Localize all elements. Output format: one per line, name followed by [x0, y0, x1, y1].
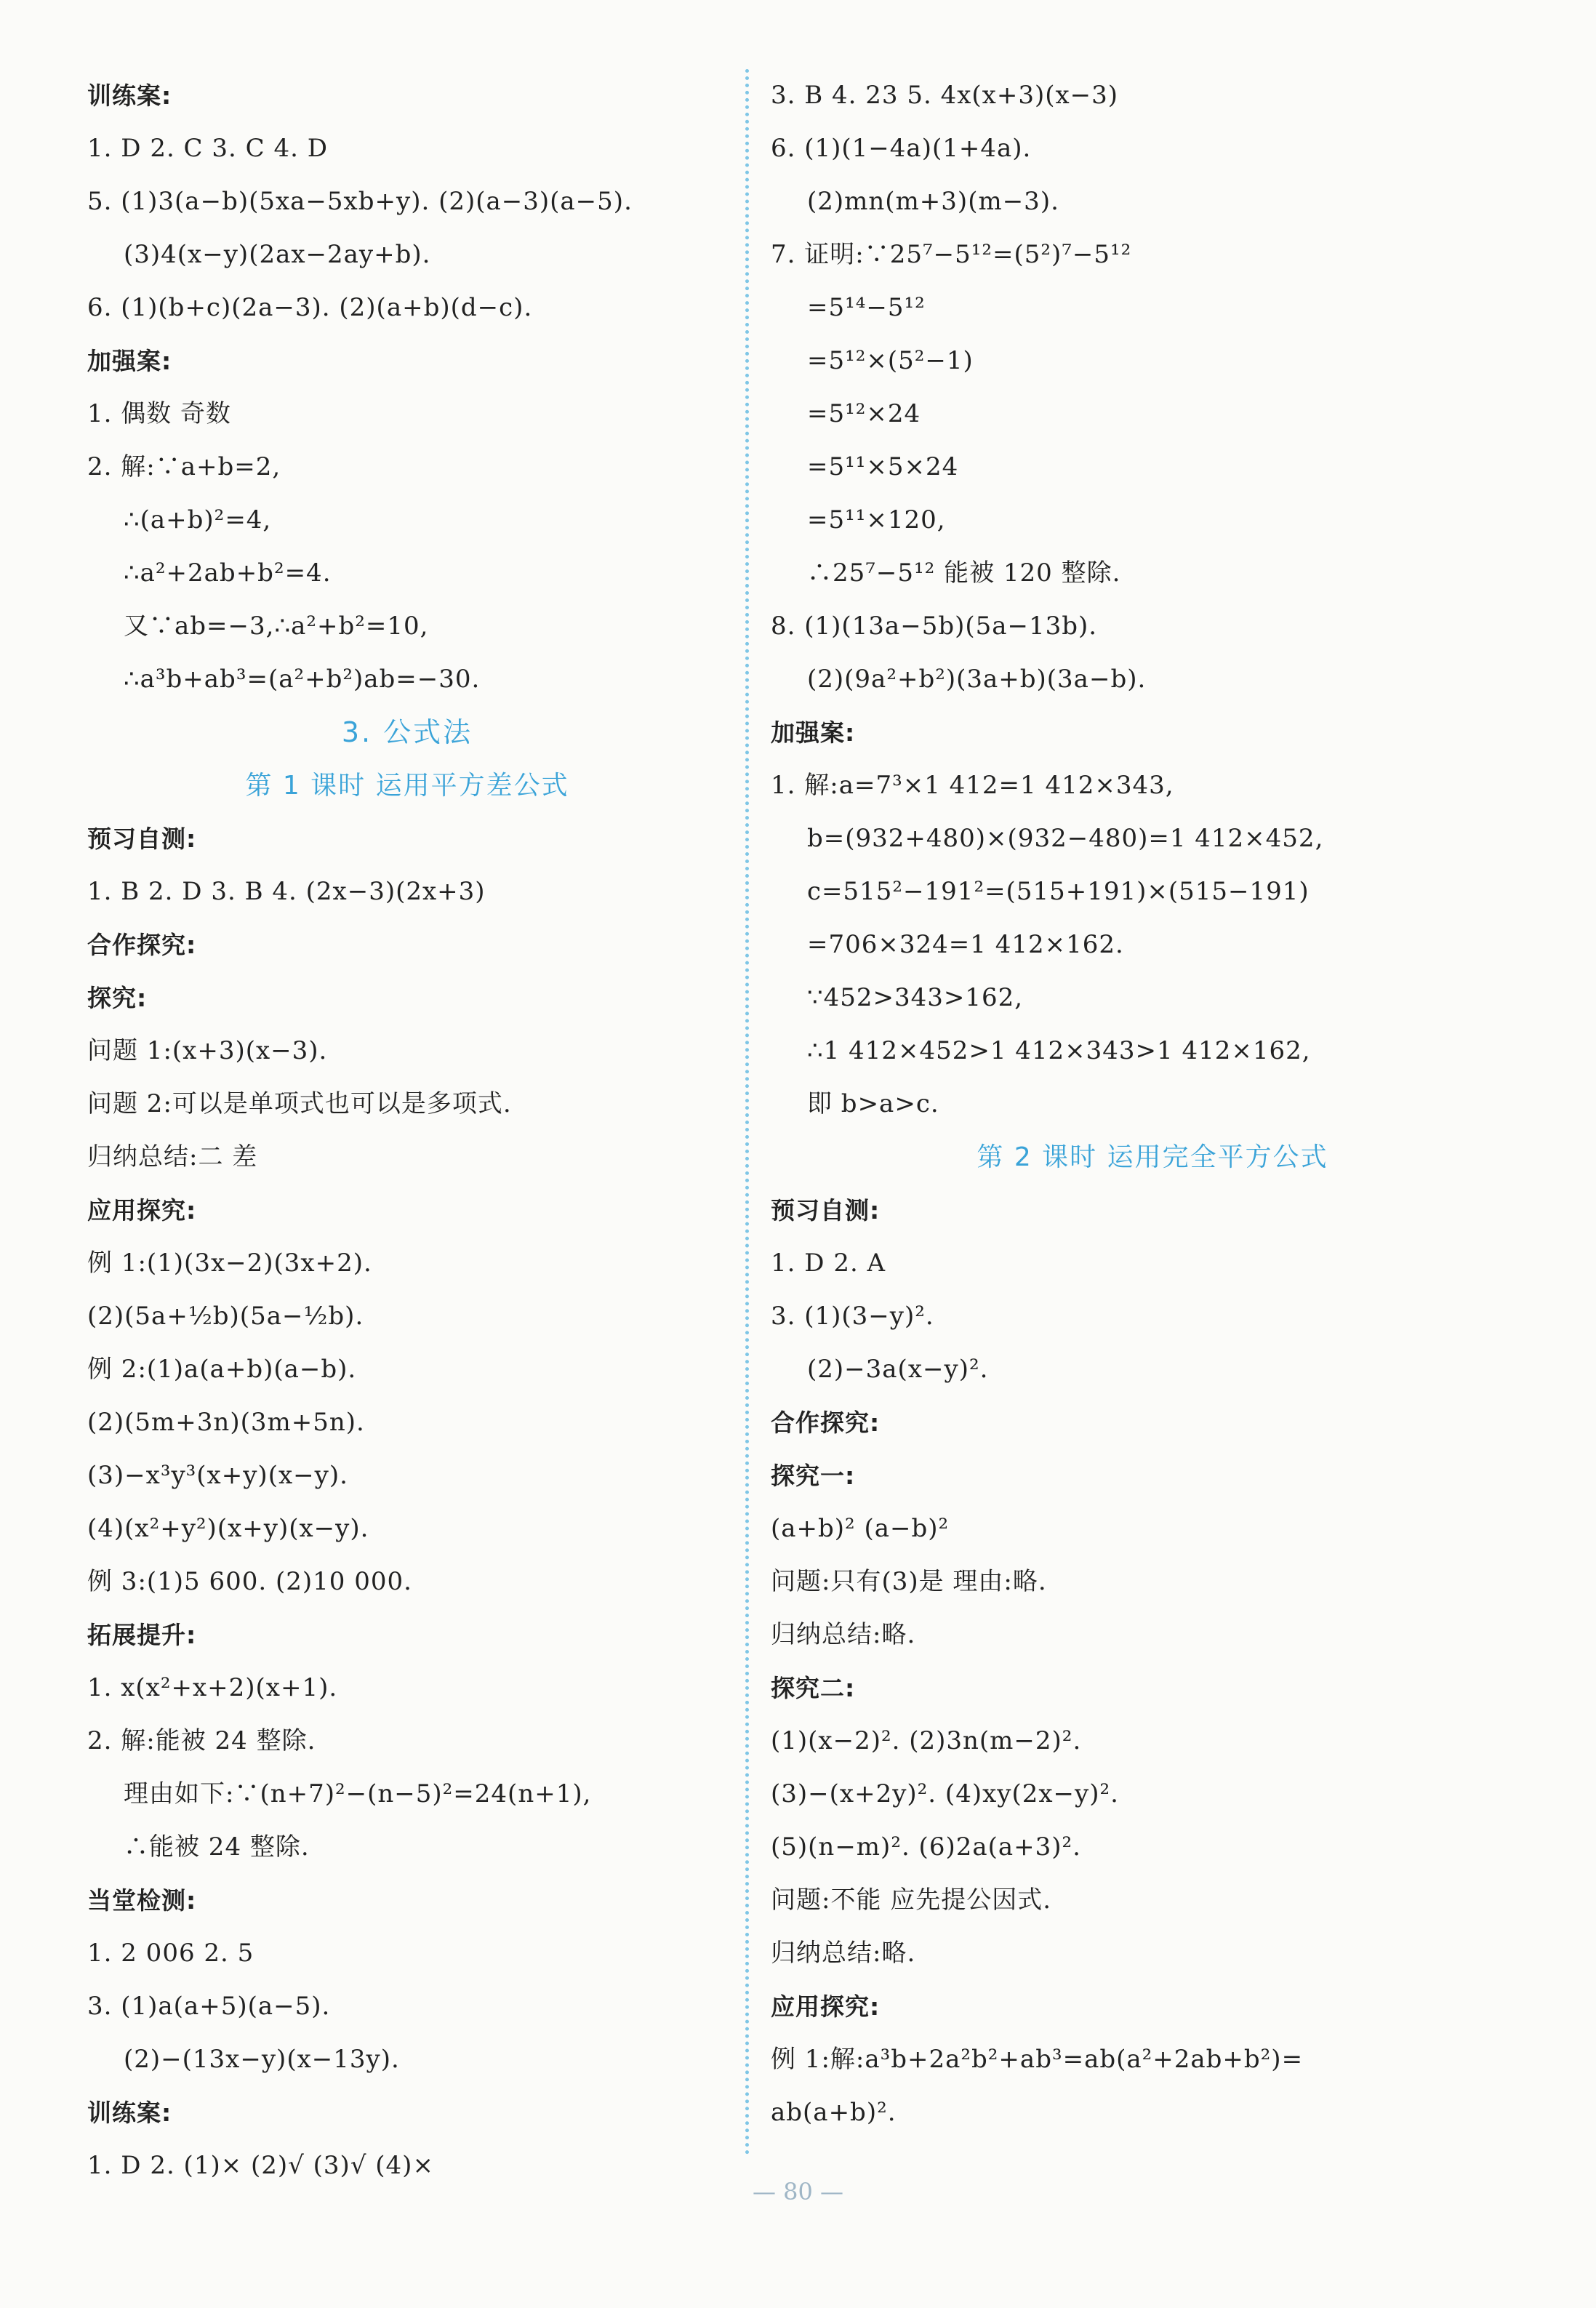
- answer-line: ∴1 412×452>1 412×343>1 412×162,: [807, 1036, 1311, 1065]
- section-heading: 训练案:: [87, 2099, 172, 2127]
- answer-line: =5¹²×(5²−1): [807, 346, 974, 375]
- section-title: 3. 公式法: [341, 716, 473, 748]
- answer-line: ∴25⁷−5¹² 能被 120 整除.: [807, 558, 1121, 588]
- answer-line: =5¹⁴−5¹²: [807, 293, 926, 322]
- answer-line: 8. (1)(13a−5b)(5a−13b).: [771, 612, 1098, 641]
- answer-line: b=(932+480)×(932−480)=1 412×452,: [807, 824, 1324, 853]
- section-heading: 拓展提升:: [87, 1621, 197, 1649]
- answer-line: 1. 解:a=7³×1 412=1 412×343,: [771, 771, 1174, 800]
- section-heading: 应用探究:: [771, 1992, 881, 2021]
- answer-line: 归纳总结:略.: [771, 1939, 916, 1968]
- section-heading: 预习自测:: [771, 1196, 881, 1225]
- answer-line: (3)4(x−y)(2ax−2ay+b).: [124, 240, 431, 269]
- answer-line: (2)−(13x−y)(x−13y).: [124, 2045, 400, 2074]
- section-heading: 合作探究:: [87, 931, 197, 959]
- answer-line: 归纳总结:二 差: [87, 1142, 258, 1171]
- answer-line: (2)mn(m+3)(m−3).: [807, 187, 1059, 216]
- section-heading: 应用探究:: [87, 1196, 197, 1225]
- page-number: — 80 —: [752, 2178, 844, 2205]
- section-heading: 预习自测:: [87, 825, 197, 853]
- answer-line: 7. 证明:∵25⁷−5¹²=(5²)⁷−5¹²: [771, 240, 1132, 269]
- answer-line: =5¹¹×5×24: [807, 452, 959, 481]
- answer-line: 1. B 2. D 3. B 4. (2x−3)(2x+3): [87, 877, 486, 906]
- answer-line: 问题:不能 应先提公因式.: [771, 1886, 1052, 1915]
- answer-line: 3. (1)(3−y)².: [771, 1302, 934, 1331]
- column-divider: [745, 69, 749, 2156]
- answer-line: 1. 偶数 奇数: [87, 399, 232, 428]
- answer-line: (3)−(x+2y)². (4)xy(2x−y)².: [771, 1779, 1119, 1808]
- answer-line: ∴能被 24 整除.: [124, 1832, 310, 1862]
- right-column: [771, 69, 1534, 2139]
- section-title: 第 1 课时 运用平方差公式: [245, 771, 569, 801]
- answer-line: (1)(x−2)². (2)3n(m−2)².: [771, 1726, 1082, 1755]
- answer-line: 问题 2:可以是单项式也可以是多项式.: [87, 1089, 512, 1118]
- answer-line: 例 2:(1)a(a+b)(a−b).: [87, 1355, 357, 1384]
- answer-line: ab(a+b)².: [771, 2098, 897, 2127]
- section-heading: 合作探究:: [771, 1409, 881, 1437]
- section-heading: 探究:: [87, 984, 148, 1012]
- answer-line: 1. D 2. C 3. C 4. D: [87, 134, 328, 163]
- answer-line: (a+b)² (a−b)²: [771, 1514, 950, 1543]
- answer-line: 1. D 2. (1)× (2)√ (3)√ (4)×: [87, 2151, 434, 2180]
- answer-line: 理由如下:∵(n+7)²−(n−5)²=24(n+1),: [124, 1779, 592, 1808]
- answer-line: 即 b>a>c.: [807, 1089, 939, 1118]
- answer-line: 1. 2 006 2. 5: [87, 1939, 254, 1968]
- answer-line: (3)−x³y³(x+y)(x−y).: [87, 1461, 348, 1490]
- answer-line: 例 1:解:a³b+2a²b²+ab³=ab(a²+2ab+b²)=: [771, 2045, 1304, 2074]
- answer-line: ∴(a+b)²=4,: [124, 505, 272, 534]
- answer-line: 1. x(x²+x+2)(x+1).: [87, 1673, 338, 1702]
- answer-line: 问题:只有(3)是 理由:略.: [771, 1567, 1047, 1596]
- section-heading: 训练案:: [87, 81, 172, 110]
- answer-line: ∵452>343>162,: [807, 983, 1024, 1012]
- answer-line: 又∵ab=−3,∴a²+b²=10,: [124, 612, 429, 641]
- answer-line: ∴a³b+ab³=(a²+b²)ab=−30.: [124, 665, 481, 694]
- section-heading: 加强案:: [771, 718, 856, 747]
- answer-line: =706×324=1 412×162.: [807, 930, 1124, 959]
- answer-line: (2)(5a+½b)(5a−½b).: [87, 1302, 364, 1331]
- left-column: [87, 69, 727, 2192]
- section-title: 第 2 课时 运用完全平方公式: [977, 1142, 1328, 1172]
- answer-line: (4)(x²+y²)(x+y)(x−y).: [87, 1514, 369, 1543]
- answer-line: 例 3:(1)5 600. (2)10 000.: [87, 1567, 412, 1596]
- answer-line: 问题 1:(x+3)(x−3).: [87, 1036, 328, 1065]
- answer-line: ∴a²+2ab+b²=4.: [124, 558, 332, 588]
- answer-line: 3. B 4. 23 5. 4x(x+3)(x−3): [771, 81, 1119, 110]
- answer-line: (2)(9a²+b²)(3a+b)(3a−b).: [807, 665, 1147, 694]
- section-heading: 探究二:: [771, 1674, 856, 1702]
- answer-line: 2. 解:∵a+b=2,: [87, 452, 281, 481]
- section-heading: 加强案:: [87, 347, 172, 375]
- section-heading: 当堂检测:: [87, 1886, 197, 1915]
- answer-line: 归纳总结:略.: [771, 1620, 916, 1649]
- answer-line: 6. (1)(1−4a)(1+4a).: [771, 134, 1032, 163]
- answer-line: (5)(n−m)². (6)2a(a+3)².: [771, 1832, 1081, 1862]
- answer-line: 例 1:(1)(3x−2)(3x+2).: [87, 1249, 372, 1278]
- answer-line: 2. 解:能被 24 整除.: [87, 1726, 316, 1755]
- answer-line: (2)(5m+3n)(3m+5n).: [87, 1408, 365, 1437]
- section-heading: 探究一:: [771, 1462, 856, 1490]
- answer-line: (2)−3a(x−y)².: [807, 1355, 989, 1384]
- answer-line: 1. D 2. A: [771, 1249, 886, 1278]
- answer-line: c=515²−191²=(515+191)×(515−191): [807, 877, 1310, 906]
- answer-line: 5. (1)3(a−b)(5xa−5xb+y). (2)(a−3)(a−5).: [87, 187, 633, 216]
- answer-line: =5¹²×24: [807, 399, 921, 428]
- answer-line: 3. (1)a(a+5)(a−5).: [87, 1992, 331, 2021]
- answer-line: =5¹¹×120,: [807, 505, 946, 534]
- answer-line: 6. (1)(b+c)(2a−3). (2)(a+b)(d−c).: [87, 293, 533, 322]
